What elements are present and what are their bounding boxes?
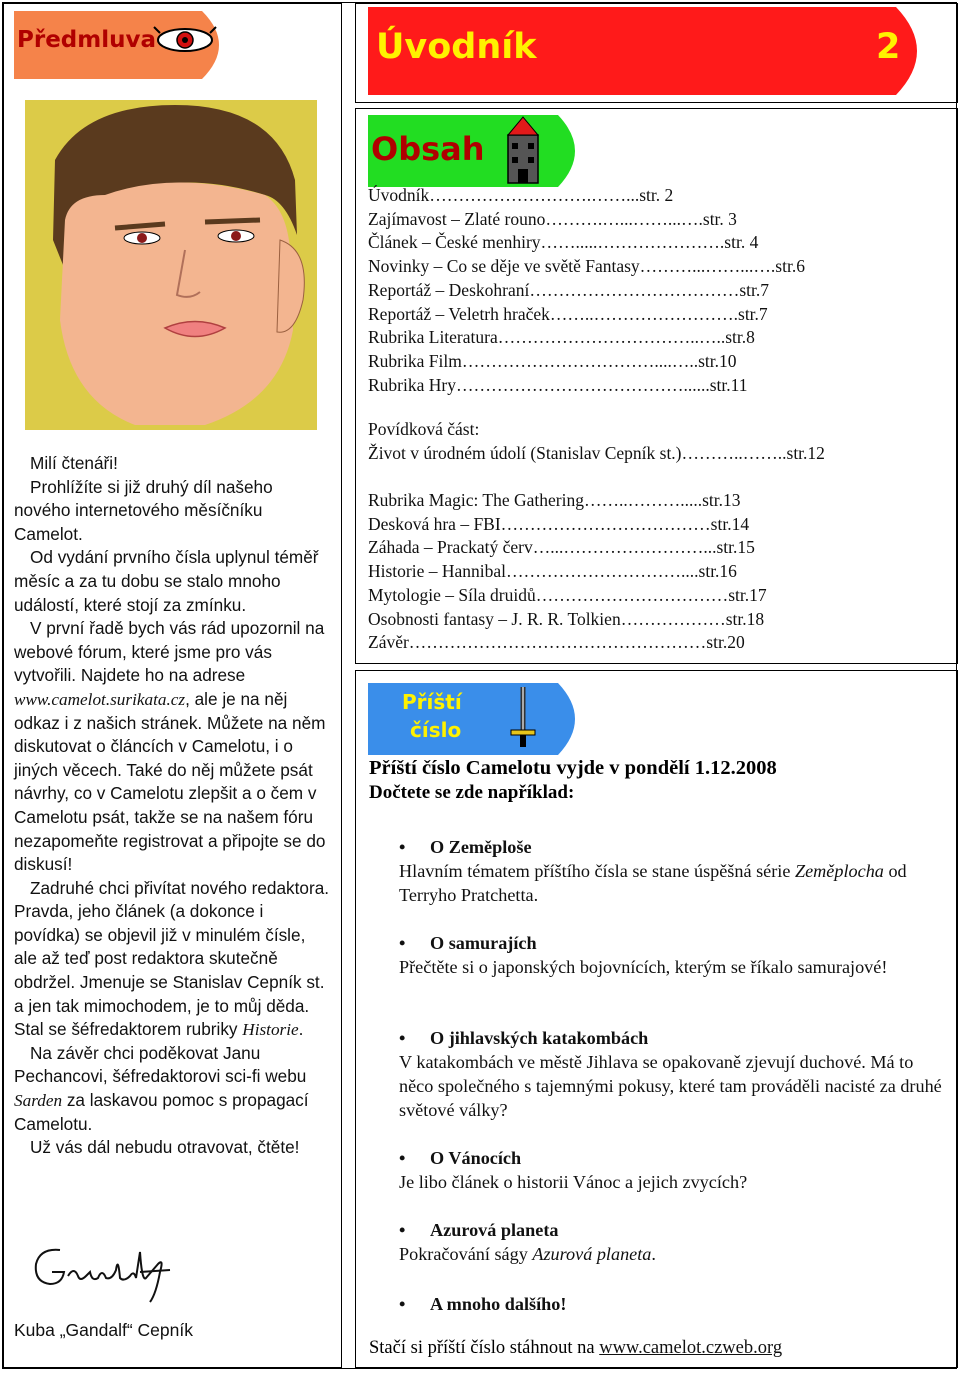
forum-link[interactable]: www.camelot.surikata.cz (14, 689, 186, 709)
bullet-icon: • (399, 1148, 406, 1168)
topic-item (399, 1292, 944, 1316)
toc-list-a (368, 184, 805, 397)
toc-item[interactable]: Rubrika Film……………………………....…..str.10 (368, 350, 737, 371)
topic-text: V katakombách ve městě Jihlava se opakovaně zjevují duchové. Má to něco společného s tajemnými pokusy, které tam prováděli nacisté za druhé světové války? (399, 1052, 942, 1120)
bullet-icon: • (399, 837, 406, 857)
topic-head (399, 835, 944, 859)
preface-banner-title: Předmluva (17, 27, 156, 53)
signature-image (30, 1242, 175, 1307)
text-run: Hlavním tématem příštího čísla se stane úspěšná série (399, 861, 795, 881)
emphasis: Azurová planeta (532, 1244, 652, 1264)
topic-title: O Zeměploše (430, 837, 532, 857)
toc-item[interactable]: Článek – České menhiry…….....………………….str. 4 (368, 232, 759, 253)
toc-item[interactable]: Zajímavost – Zlaté rouno……….…...……...….str. 3 (368, 208, 737, 229)
topic-item (399, 1218, 944, 1266)
next-issue-banner-line2: číslo (410, 718, 462, 742)
text-run: Stačí si příští číslo stáhnout na (369, 1338, 600, 1358)
text-run: , ale je na něj odkaz i z našich stránek. Můžete na něm diskutovat o článcích v Camelotu, i o jiných věcech. Také do něj můžete psát návrhy, co v Camelotu zlepšit a o čem v Camelotu psát, takže se na našem fóru nezapomeňte registrovat a připojte se do diskusí! (14, 688, 326, 875)
text-run: Pokračování ságy (399, 1244, 533, 1264)
topic-item (399, 1146, 944, 1194)
topic-head (399, 1218, 944, 1242)
bullet-icon: • (399, 1028, 406, 1048)
next-issue-headline: Příští číslo Camelotu vyjde v pondělí 1.12.2008 (369, 757, 777, 779)
topic-title: A mnoho dalšího! (430, 1294, 567, 1314)
text-run: . (298, 1019, 304, 1040)
emphasis: Historie (242, 1020, 299, 1040)
emphasis: Zeměplocha (794, 861, 884, 881)
text-run: . (651, 1244, 656, 1264)
text-run: Zadruhé chci přivítat nového redaktora. Pravda, jeho článek (a dokonce i povídka) se objevil již v minulém čísle, ale až teď post redaktora skutečně obdržel. Jmenuje se Stanislav Cepník st. a jen tak mimochodem, je to můj děda. Stal se šéfredaktorem rubriky (14, 877, 330, 1040)
topic-text: Přečtěte si o japonských bojovnících, kterým se říkalo samurajové! (399, 957, 888, 977)
bullet-icon: • (399, 933, 406, 953)
toc-item[interactable]: Život v úrodném údolí (Stanislav Cepník st.)………..……..str.12 (368, 442, 825, 463)
text-run: od Terryho Pratchetta. (399, 861, 907, 905)
author-portrait (25, 100, 317, 430)
text-run: za laskavou pomoc s propagací Camelotu. (14, 1090, 309, 1134)
toc-item[interactable]: Záhada – Prackatý červ…...……………………...str.15 (368, 537, 755, 558)
author-name: Kuba „Gandalf“ Cepník (14, 1320, 193, 1340)
download-line (369, 1338, 782, 1359)
toc-item[interactable]: Historie – Hannibal…………………………....str.16 (368, 561, 737, 582)
topic-head (399, 1146, 944, 1170)
toc-item[interactable]: Rubrika Magic: The Gathering……..……….....str.13 (368, 490, 741, 510)
topic-title: O samurajích (430, 933, 537, 953)
topic-head (399, 1292, 944, 1316)
topic-head (399, 1026, 944, 1050)
toc-item[interactable]: Úvodník……………………….……...str. 2 (368, 185, 674, 205)
website-link[interactable]: www.camelot.czweb.org (599, 1338, 783, 1358)
toc-item[interactable]: Rubrika Hry…………………………………......str.11 (368, 374, 748, 395)
bullet-icon: • (399, 1220, 406, 1240)
story-label: Povídková část: (368, 419, 480, 439)
topic-text (399, 859, 944, 907)
toc-item[interactable]: Mytologie – Síla druidů……………………………str.17 (368, 584, 767, 605)
greeting: Milí čtenáři! (30, 453, 118, 473)
toc-item[interactable]: Reportáž – Deskohraní………………………………str.7 (368, 279, 769, 300)
preface-paragraph: Od vydání prvního čísla uplynul téměř měsíc a za tu dobu se stalo mnoho událostí, které stojí za zmínku. (14, 547, 319, 615)
toc-item[interactable]: Závěr……………………………………………str.20 (368, 632, 745, 653)
toc-story (368, 418, 825, 465)
next-issue-banner-line1: Příští (402, 690, 462, 714)
topic-title: Azurová planeta (430, 1220, 559, 1240)
header-title: Úvodník (376, 27, 537, 67)
preface-text (14, 452, 332, 1160)
bullet-icon: • (399, 1294, 406, 1314)
page-number: 2 (876, 27, 901, 67)
toc-item[interactable]: Osobnosti fantasy – J. R. R. Tolkien………………str.18 (368, 608, 765, 629)
topic-item (399, 1026, 944, 1122)
toc-item[interactable]: Reportáž – Veletrh hraček……..…………………….str.7 (368, 303, 768, 324)
preface-paragraph: Prohlížíte si již druhý díl našeho nového internetového měsíčníku Camelot. (14, 476, 273, 544)
topic-title: O jihlavských katakombách (430, 1028, 649, 1048)
toc-item[interactable]: Rubrika Literatura……………………………..…..str.8 (368, 327, 755, 348)
preface-paragraph (14, 877, 332, 1042)
preface-paragraph (14, 617, 332, 877)
preface-paragraph (14, 1042, 332, 1136)
topic-item (399, 931, 944, 979)
preface-paragraph: Už vás dál nebudu otravovat, čtěte! (30, 1137, 300, 1158)
toc-item[interactable]: Novinky – Co se děje ve světě Fantasy………...……...….str.6 (368, 256, 805, 277)
next-issue-subhead: Dočtete se zde například: (369, 782, 575, 803)
contents-banner-title: Obsah (371, 130, 485, 168)
text-run: Na závěr chci poděkovat Janu Pechancovi, šéfredaktorovi sci-fi webu (14, 1042, 307, 1087)
topic-title: O Vánocích (430, 1148, 522, 1168)
text-run: V první řadě bych vás rád upozornil na webové fórum, které jsme pro vás vytvořili. Najdete ho na adrese (14, 618, 325, 686)
toc-list-b (368, 489, 767, 655)
toc-item[interactable]: Desková hra – FBI………………………………str.14 (368, 513, 750, 534)
topic-text (399, 1242, 944, 1266)
topic-head (399, 931, 944, 955)
topic-item (399, 835, 944, 907)
topic-text: Je libo článek o historii Vánoc a jejich zvycích? (399, 1172, 748, 1192)
emphasis: Sarden (14, 1091, 63, 1111)
